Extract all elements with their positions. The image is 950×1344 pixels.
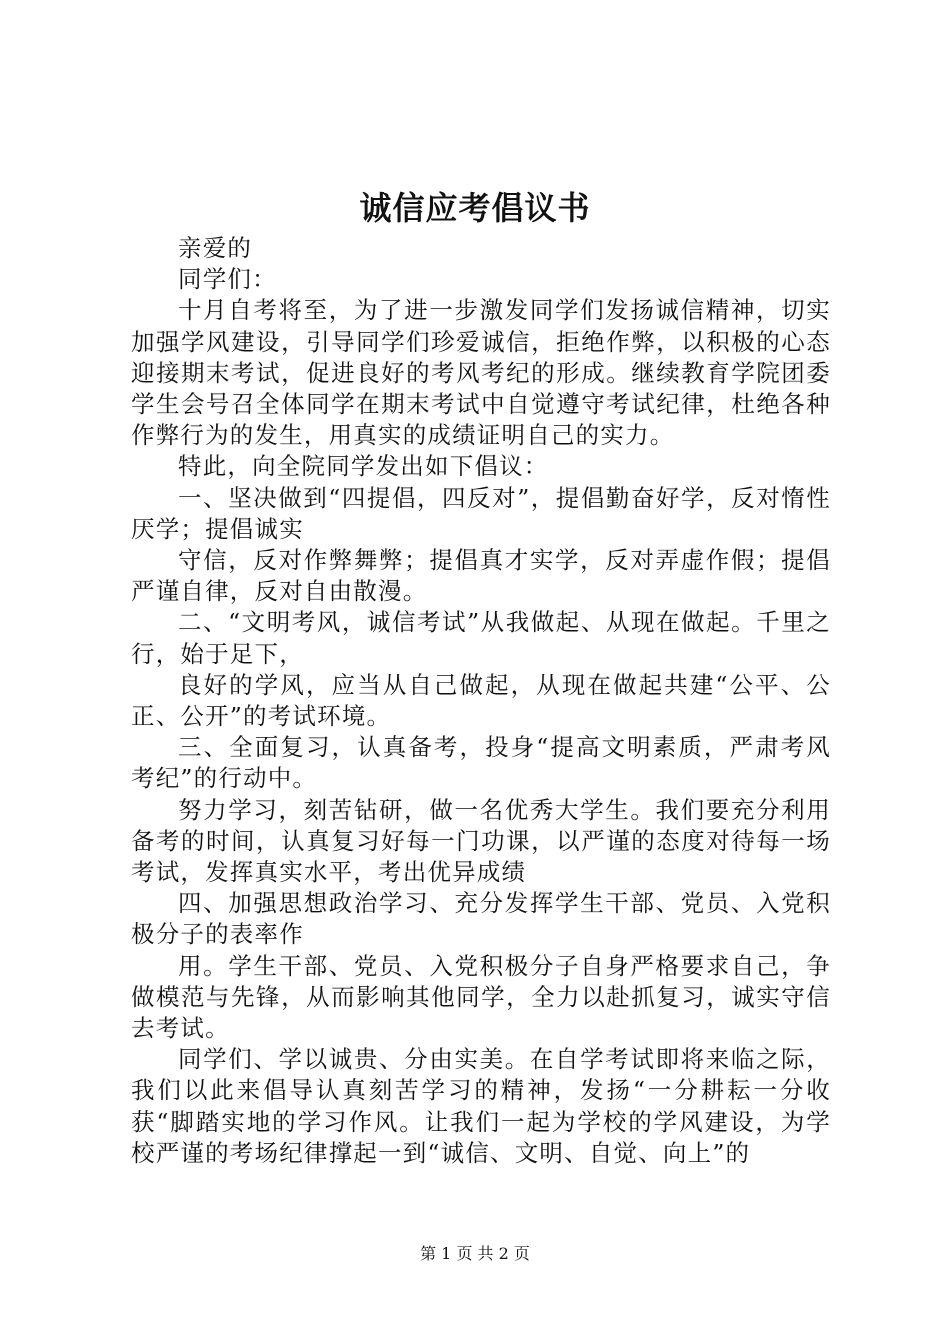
salutation-line-1: 亲爱的 bbox=[178, 234, 253, 262]
paragraph-item-3-part-2: 努力学习，刻苦钻研，做一名优秀大学生。我们要充分利用备考的时间，认真复习好每一门功课，以严谨的态度对待每一场考试，发挥真实水平，考出优异成绩 bbox=[131, 795, 831, 887]
paragraph-item-2-part-2: 良好的学风，应当从自己做起，从现在做起共建“公平、公正、公开”的考试环境。 bbox=[131, 670, 831, 731]
document-body bbox=[131, 233, 831, 1169]
paragraph-item-1-part-2: 守信，反对作弊舞弊；提倡真才实学，反对弄虚作假；提倡严谨自律，反对自由散漫。 bbox=[131, 546, 831, 606]
paragraph-closing: 同学们、学以诚贵、分由实美。在自学考试即将来临之际，我们以此来倡导认真刻苦学习的精神，发扬“一分耕耘一分收获“脚踏实地的学习作风。让我们一起为学校的学风建设，为学校严谨的考场纪律撑起一到“诚信、文明、自觉、向上”的 bbox=[131, 1045, 831, 1167]
document-title: 诚信应考倡议书 bbox=[359, 189, 591, 227]
paragraph-item-2-part-1: 二、“文明考风，诚信考试”从我做起、从现在做起。千里之行，始于足下， bbox=[131, 608, 831, 668]
paragraph-intro: 十月自考将至，为了进一步激发同学们发扬诚信精神，切实加强学风建设，引导同学们珍爱诚信，拒绝作弊，以积极的心态迎接期末考试，促进良好的考风考纪的形成。继续教育学院团委学生会号召全体同学在期末考试中自觉遵守考试纪律，杜绝各种作弊行为的发生，用真实的成绩证明自己的实力。 bbox=[131, 296, 831, 450]
paragraph-item-3-part-1: 三、全面复习，认真备考，投身“提高文明素质，严肃考风考纪”的行动中。 bbox=[131, 733, 831, 793]
page-number-footer: 第 1 页 共 2 页 bbox=[420, 1244, 530, 1263]
paragraph-item-1-part-1: 一、坚决做到“四提倡，四反对”，提倡勤奋好学，反对惰性厌学；提倡诚实 bbox=[131, 483, 831, 543]
paragraph-proposal-lead: 特此，向全院同学发出如下倡议： bbox=[178, 452, 549, 481]
paragraph-item-4-part-1: 四、加强思想政治学习、充分发挥学生干部、党员、入党积极分子的表率作 bbox=[131, 889, 831, 949]
salutation-line-2: 同学们： bbox=[178, 265, 277, 294]
paragraph-item-4-part-2: 用。学生干部、党员、入党积极分子自身严格要求自己，争做模范与先锋，从而影响其他同学，全力以赴抓复习，诚实守信去考试。 bbox=[131, 951, 831, 1043]
